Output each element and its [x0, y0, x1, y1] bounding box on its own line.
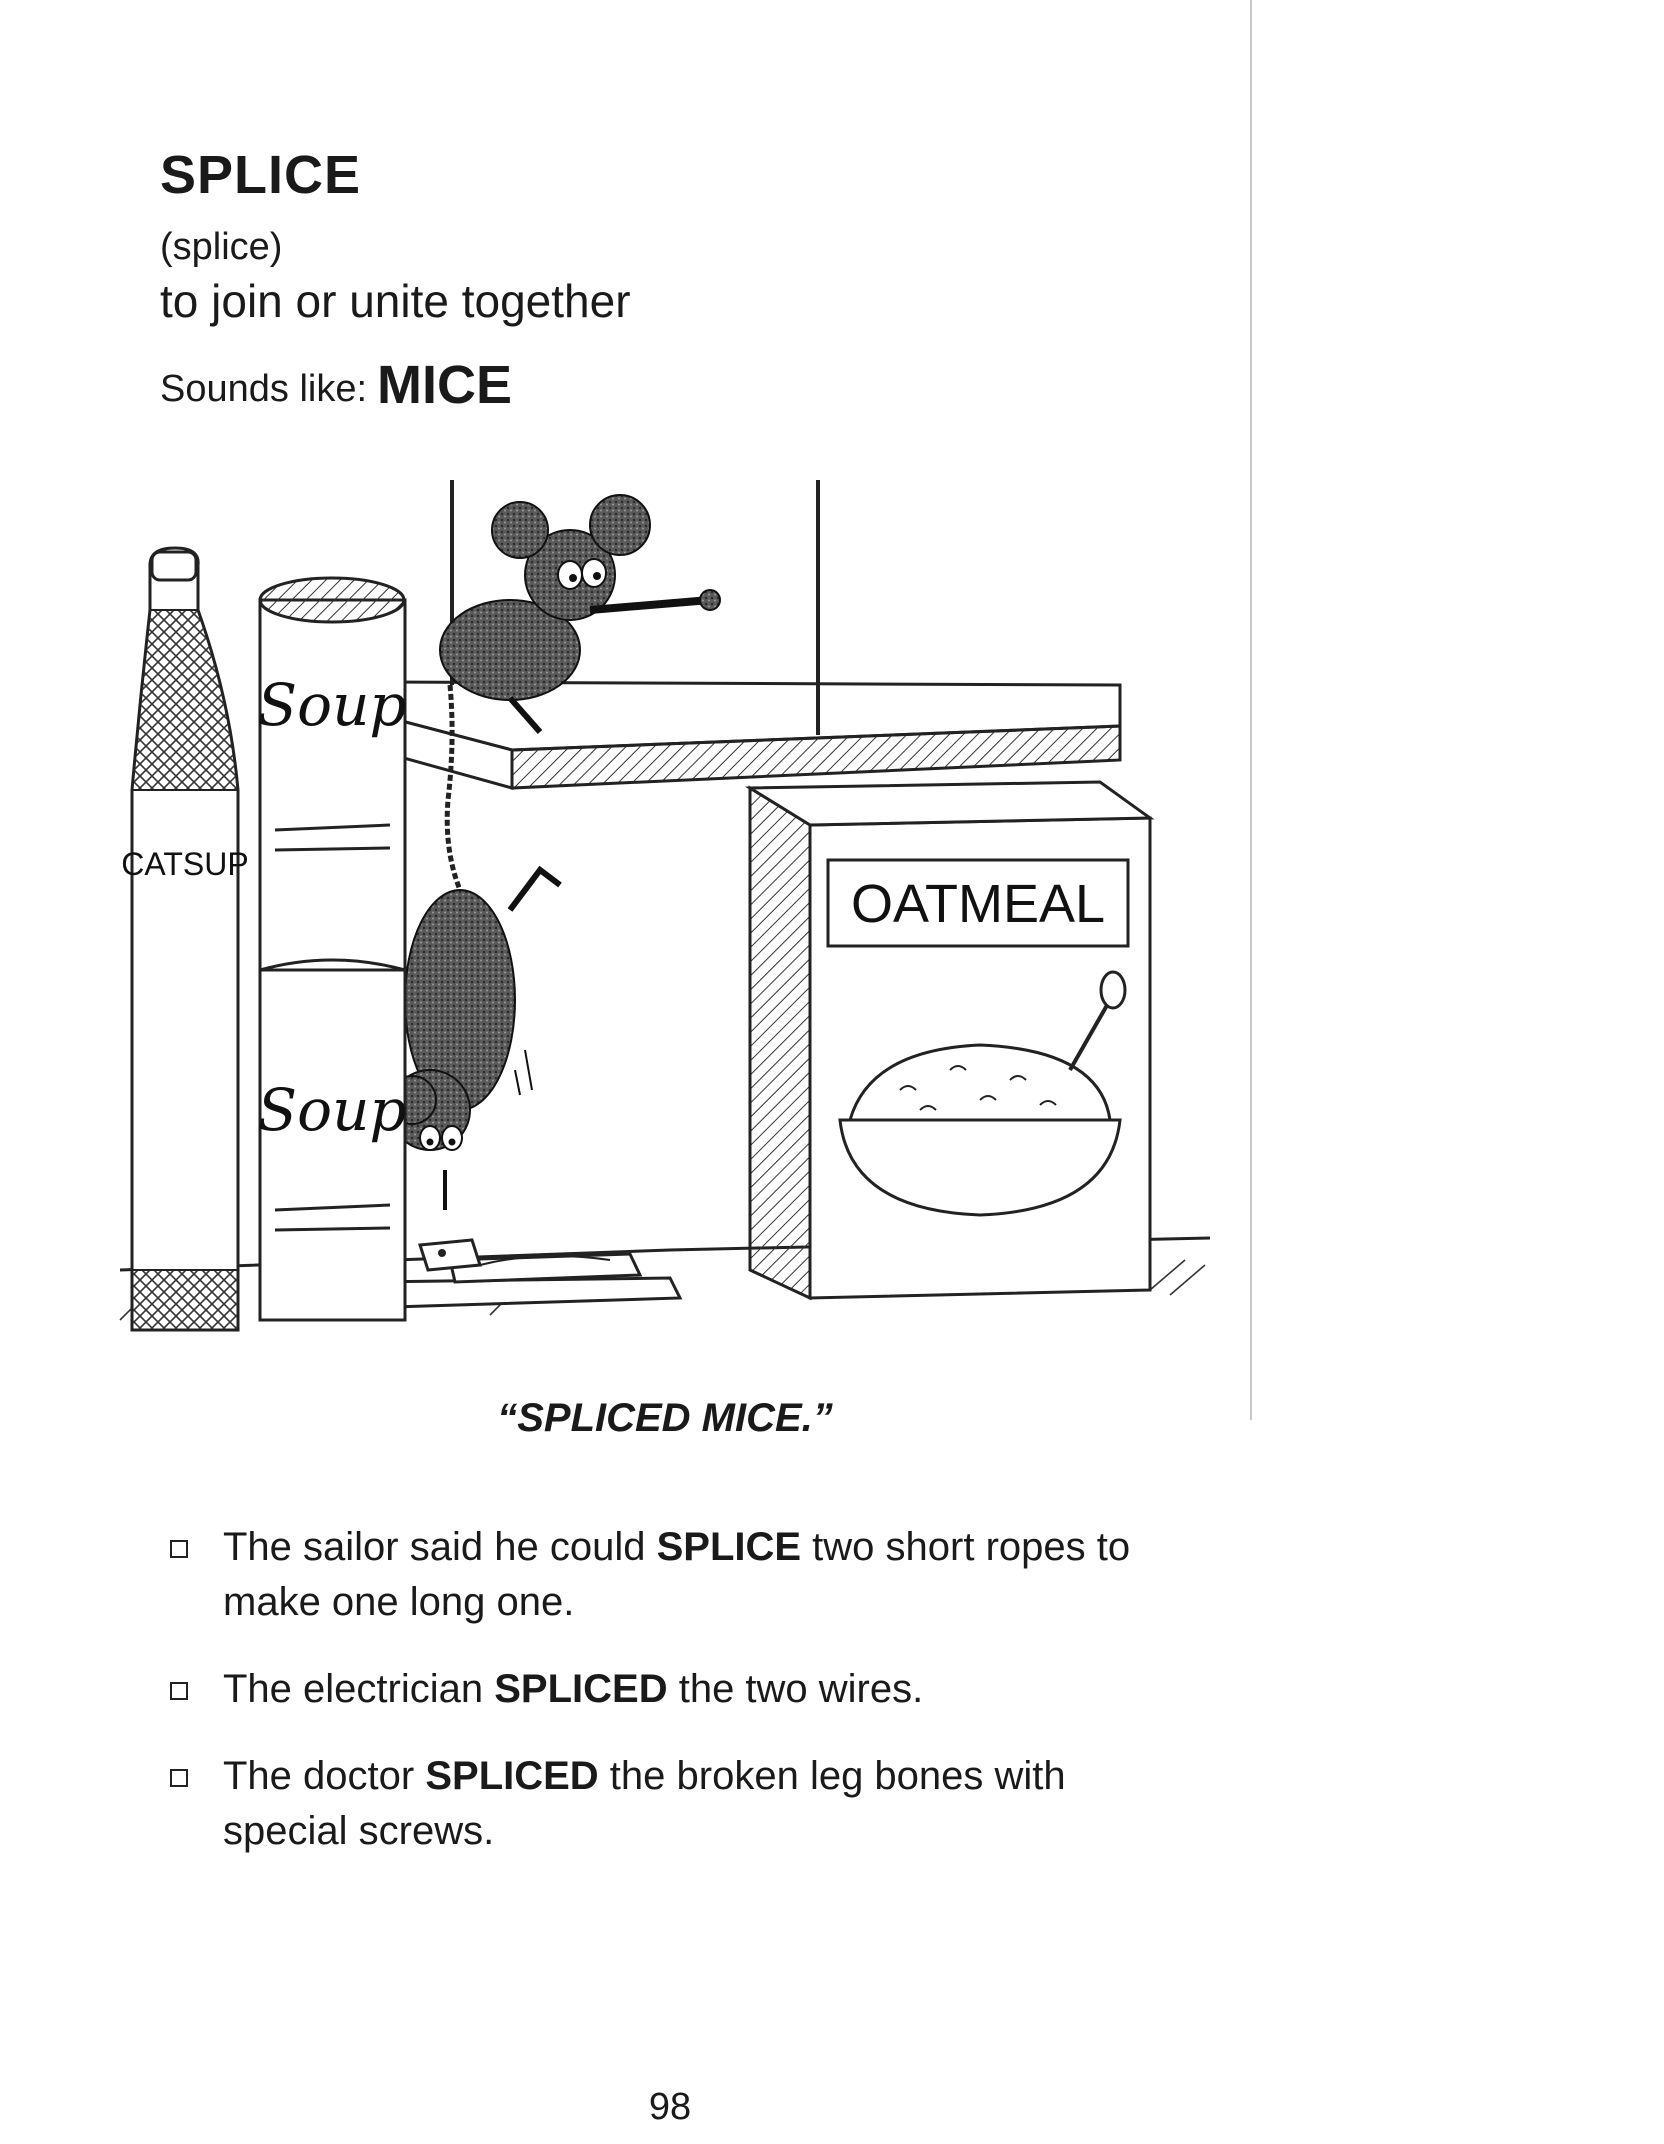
- checkbox-square-icon: [170, 1682, 188, 1700]
- example-keyword: SPLICED: [425, 1754, 599, 1798]
- entry-headword: SPLICE: [160, 145, 362, 205]
- example-keyword: SPLICE: [656, 1525, 802, 1569]
- cartoon-caption: “SPLICED MICE.”: [497, 1396, 833, 1440]
- checkbox-square-icon: [170, 1769, 188, 1787]
- example-keyword: SPLICED: [494, 1667, 668, 1711]
- catsup-label: CATSUP: [121, 846, 249, 882]
- sounds-like-word: MICE: [377, 355, 513, 415]
- example-sentences: [170, 1520, 1170, 1891]
- entry-definition: to join or unite together: [160, 275, 631, 327]
- page-edge-rule: [1250, 0, 1252, 1420]
- example-sentence: The doctor SPLICED the broken leg bones with special screws.: [170, 1749, 1170, 1859]
- example-sentence: The electrician SPLICED the two wires.: [170, 1662, 1170, 1717]
- oatmeal-box-icon: [750, 782, 1150, 1298]
- soup-label-bottom: Soup: [257, 1076, 407, 1144]
- spliced-mice-cartoon: [110, 470, 1220, 1360]
- soup-cans-icon: [257, 578, 406, 1320]
- sounds-like-label: Sounds like:: [160, 368, 368, 410]
- catsup-bottle-icon: [121, 548, 248, 1330]
- example-sentence: The sailor said he could SPLICE two short ropes to make one long one.: [170, 1520, 1170, 1630]
- sounds-like-line: [160, 355, 513, 415]
- soup-label-top: Soup: [257, 671, 407, 739]
- checkbox-square-icon: [170, 1540, 188, 1558]
- entry-pronunciation: (splice): [160, 226, 283, 268]
- page-number: 98: [648, 2086, 692, 2128]
- oatmeal-label: OATMEAL: [850, 874, 1106, 934]
